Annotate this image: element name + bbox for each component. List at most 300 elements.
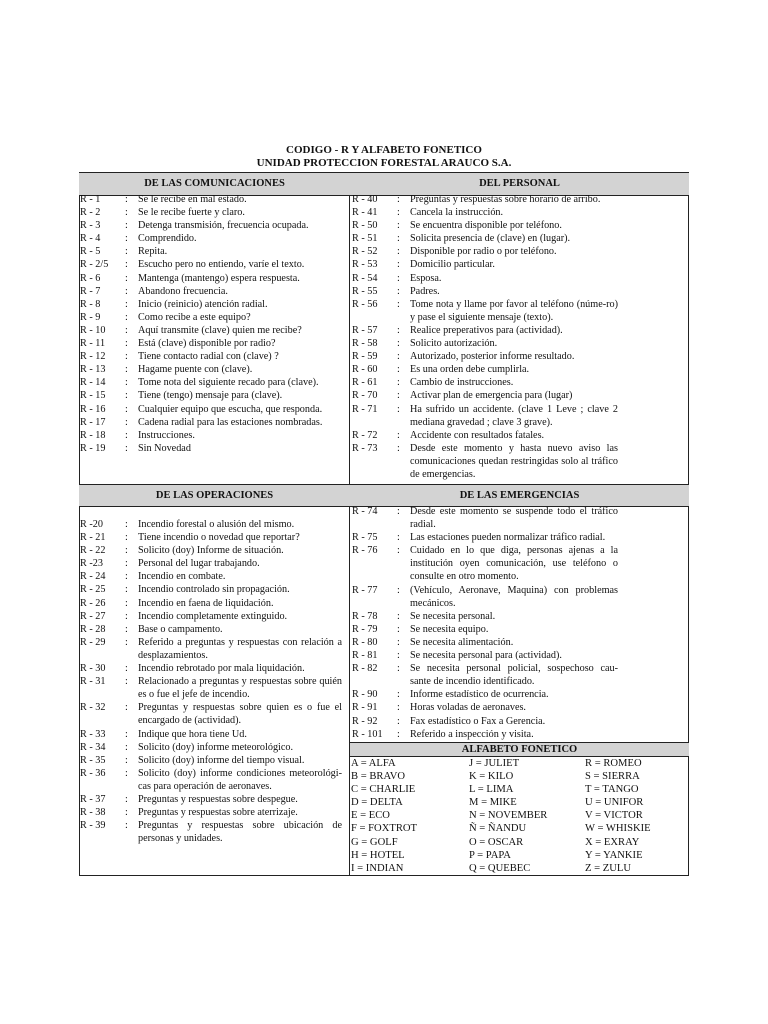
- code-meaning: Domicilio particular.: [410, 259, 495, 271]
- column-divider: [349, 172, 350, 876]
- code-row: [80, 258, 342, 271]
- code-separator: :: [125, 741, 128, 753]
- code-label: R - 101: [352, 728, 383, 740]
- code-row: [352, 584, 618, 610]
- code-meaning: Padres.: [410, 285, 440, 297]
- code-label: R - 52: [352, 246, 378, 258]
- code-meaning: Inicio (reinicio) atención radial.: [138, 298, 268, 310]
- code-separator: :: [125, 623, 128, 635]
- code-meaning: Base o campamento.: [138, 623, 223, 635]
- code-row: [352, 324, 618, 337]
- code-separator: :: [125, 207, 128, 219]
- code-label: R - 30: [80, 663, 106, 675]
- code-label: R - 37: [80, 793, 106, 805]
- code-row: [80, 806, 342, 819]
- code-row: [352, 272, 618, 285]
- phonetic-alphabet-grid: [351, 757, 688, 875]
- code-separator: :: [125, 571, 128, 583]
- code-separator: :: [125, 663, 128, 675]
- code-row: [352, 649, 618, 662]
- code-meaning: Solicita presencia de (clave) en (lugar).: [410, 233, 571, 245]
- code-label: R - 35: [80, 754, 106, 766]
- code-label: R - 15: [80, 390, 106, 402]
- code-separator: :: [397, 506, 400, 517]
- code-row: [80, 623, 342, 636]
- code-label: R - 74: [352, 506, 378, 517]
- code-separator: :: [397, 610, 400, 622]
- code-separator: :: [397, 272, 400, 284]
- code-label: R - 53: [352, 259, 378, 271]
- code-label: R - 90: [352, 689, 378, 701]
- code-meaning: Incendio rebrotado por mala liquidación.: [138, 663, 305, 675]
- code-row: [80, 701, 342, 727]
- code-label: R - 26: [80, 597, 106, 609]
- code-separator: :: [397, 377, 400, 389]
- code-row: [80, 376, 342, 389]
- code-label: R - 2/5: [80, 259, 109, 271]
- code-label: R - 19: [80, 442, 106, 454]
- code-row: [80, 557, 342, 570]
- code-row: [80, 442, 342, 455]
- code-row: [80, 403, 342, 416]
- code-row: [80, 193, 342, 206]
- phonetic-letter: O = OSCAR: [469, 836, 524, 848]
- code-meaning: Referido a inspección y visita.: [410, 728, 534, 740]
- phonetic-letter: R = ROMEO: [585, 758, 642, 769]
- code-row: [352, 350, 618, 363]
- code-meaning: Detenga transmisión, frecuencia ocupada.: [138, 220, 309, 232]
- code-separator: :: [125, 442, 128, 454]
- header-alfabeto: ALFABETO FONETICO: [350, 742, 689, 757]
- code-separator: :: [125, 519, 128, 530]
- code-meaning: Incendio controlado sin propagación.: [138, 584, 290, 596]
- code-separator: :: [125, 233, 128, 245]
- code-row: [352, 258, 618, 271]
- code-label: R - 72: [352, 429, 378, 441]
- code-separator: :: [125, 338, 128, 350]
- code-separator: :: [397, 545, 400, 557]
- code-label: R - 22: [80, 545, 106, 557]
- code-row: [80, 610, 342, 623]
- code-meaning: Escucho pero no entiendo, varíe el texto.: [138, 259, 305, 271]
- phonetic-letter: M = MIKE: [469, 797, 517, 809]
- code-meaning: Solicito (doy) Informe de situación.: [138, 545, 284, 557]
- code-separator: :: [397, 728, 400, 740]
- code-row: [352, 363, 618, 376]
- phonetic-letter: G = GOLF: [351, 836, 398, 848]
- code-row: [80, 416, 342, 429]
- phonetic-letter: T = TANGO: [585, 784, 639, 796]
- phonetic-letter: V = VICTOR: [585, 810, 643, 822]
- code-meaning: Fax estadístico o Fax a Gerencia.: [410, 715, 546, 727]
- code-meaning: Se necesita personal policial, sospechoso cau-sante de incendio identificado.: [410, 663, 618, 688]
- phonetic-letter: X = EXRAY: [585, 836, 640, 848]
- code-row: [352, 544, 618, 583]
- code-meaning: Solicito (doy) informe condiciones meteorológi-cas para operación de aeronaves.: [138, 767, 342, 792]
- code-separator: :: [397, 442, 400, 454]
- phonetic-letter: B = BRAVO: [351, 771, 406, 783]
- code-separator: :: [397, 702, 400, 714]
- code-meaning: Incendio en combate.: [138, 571, 226, 583]
- code-separator: :: [125, 545, 128, 557]
- code-separator: :: [125, 390, 128, 402]
- code-separator: :: [397, 715, 400, 727]
- code-label: R - 51: [352, 233, 378, 245]
- phonetic-letter: J = JULIET: [469, 758, 520, 769]
- code-separator: :: [397, 663, 400, 675]
- code-label: R - 1: [80, 194, 101, 205]
- code-label: R - 29: [80, 636, 106, 648]
- code-label: R - 79: [352, 623, 378, 635]
- code-meaning: Autorizado, posterior informe resultado.: [410, 351, 575, 363]
- code-row: [80, 741, 342, 754]
- phonetic-letter: Ñ = ÑANDU: [469, 823, 527, 835]
- code-label: R - 13: [80, 364, 106, 376]
- code-row: [352, 610, 618, 623]
- code-row: [80, 636, 342, 662]
- code-meaning: Cuidado en lo que diga, personas ajenas a la institución oyen comunicación, use teléfono o consulte en otro momento.: [410, 545, 618, 583]
- code-separator: :: [125, 754, 128, 766]
- code-label: R - 41: [352, 207, 378, 219]
- code-meaning: Personal del lugar trabajando.: [138, 558, 260, 570]
- code-separator: :: [125, 259, 128, 271]
- code-meaning: Realice preperativos para (actividad).: [410, 324, 563, 336]
- code-label: R - 4: [80, 233, 101, 245]
- code-row: [352, 531, 618, 544]
- code-separator: :: [125, 324, 128, 336]
- code-row: [352, 193, 618, 206]
- code-separator: :: [125, 676, 128, 688]
- code-label: R - 58: [352, 338, 378, 350]
- code-meaning: Informe estadístico de ocurrencia.: [410, 689, 549, 701]
- code-row: [80, 324, 342, 337]
- code-meaning: Está (clave) disponible por radio?: [138, 338, 276, 350]
- code-separator: :: [125, 793, 128, 805]
- code-row: [80, 429, 342, 442]
- code-separator: :: [397, 623, 400, 635]
- code-label: R - 59: [352, 351, 378, 363]
- code-label: R - 21: [80, 532, 106, 544]
- code-row: [80, 311, 342, 324]
- code-meaning: Repita.: [138, 246, 168, 258]
- code-label: R - 50: [352, 220, 378, 232]
- code-row: [80, 219, 342, 232]
- code-label: R - 92: [352, 715, 378, 727]
- code-label: R - 60: [352, 364, 378, 376]
- code-meaning: Tome nota y llame por favor al teléfono (núme-ro) y pase el siguiente mensaje (texto).: [410, 298, 618, 323]
- code-separator: :: [125, 272, 128, 284]
- code-row: [352, 442, 618, 481]
- header-personal: DEL PERSONAL: [350, 172, 689, 196]
- code-meaning: Tiene contacto radial con (clave) ?: [138, 351, 279, 363]
- code-row: [352, 636, 618, 649]
- code-separator: :: [397, 246, 400, 258]
- code-meaning: Desde este momento se suspende todo el tráfico radial.: [410, 506, 618, 531]
- code-label: R - 33: [80, 728, 106, 740]
- code-separator: :: [125, 298, 128, 310]
- phonetic-letter: P = PAPA: [469, 849, 511, 861]
- code-meaning: Abandono frecuencia.: [138, 285, 228, 297]
- code-meaning: Esposa.: [410, 272, 442, 284]
- code-separator: :: [125, 416, 128, 428]
- code-separator: :: [397, 220, 400, 232]
- header-emergencias: DE LAS EMERGENCIAS: [350, 484, 689, 507]
- code-label: R - 14: [80, 377, 106, 389]
- code-row: [352, 389, 618, 402]
- code-separator: :: [397, 689, 400, 701]
- code-meaning: Hagame puente con (clave).: [138, 364, 253, 376]
- code-separator: :: [125, 377, 128, 389]
- code-label: R - 24: [80, 571, 106, 583]
- code-row: [80, 518, 342, 531]
- code-row: [80, 389, 342, 402]
- code-separator: :: [125, 702, 128, 714]
- code-meaning: Mantenga (mantengo) espera respuesta.: [138, 272, 300, 284]
- code-row: [352, 429, 618, 442]
- code-meaning: Disponible por radio o por teléfono.: [410, 246, 557, 258]
- code-row: [80, 793, 342, 806]
- code-meaning: Incendio en faena de liquidación.: [138, 597, 274, 609]
- code-meaning: Sin Novedad: [138, 442, 191, 454]
- code-row: [352, 219, 618, 232]
- phonetic-letter: N = NOVEMBER: [469, 810, 548, 822]
- code-meaning: Horas voladas de aeronaves.: [410, 702, 526, 714]
- phonetic-letter: E = ECO: [351, 810, 390, 822]
- code-separator: :: [397, 259, 400, 271]
- code-row: [352, 232, 618, 245]
- code-meaning: Solicito (doy) informe del tiempo visual.: [138, 754, 305, 766]
- code-separator: :: [125, 597, 128, 609]
- phonetic-letter: C = CHARLIE: [351, 784, 416, 796]
- code-label: R - 75: [352, 532, 378, 544]
- code-row: [352, 623, 618, 636]
- code-meaning: Preguntas y respuestas sobre ubicación de personas y unidades.: [138, 820, 342, 845]
- code-row: [80, 337, 342, 350]
- code-separator: :: [125, 429, 128, 441]
- code-meaning: Preguntas y respuestas sobre despegue.: [138, 793, 298, 805]
- code-row: [352, 245, 618, 258]
- code-label: R - 39: [80, 820, 106, 832]
- code-row: [80, 531, 342, 544]
- code-separator: :: [397, 650, 400, 662]
- code-label: R - 8: [80, 298, 101, 310]
- code-row: [80, 675, 342, 701]
- code-row: [80, 570, 342, 583]
- code-row: [80, 597, 342, 610]
- code-separator: :: [125, 285, 128, 297]
- code-row: [80, 583, 342, 596]
- code-label: R - 56: [352, 298, 378, 310]
- code-separator: :: [125, 807, 128, 819]
- code-label: R - 32: [80, 702, 106, 714]
- code-label: R - 54: [352, 272, 378, 284]
- code-meaning: Incendio forestal o alusión del mismo.: [138, 519, 295, 530]
- code-label: R - 57: [352, 324, 378, 336]
- code-meaning: Se le recibe en mal estado.: [138, 194, 247, 205]
- code-meaning: Tiene incendio o novedad que reportar?: [138, 532, 300, 544]
- code-row: [352, 715, 618, 728]
- code-label: R - 91: [352, 702, 378, 714]
- phonetic-letter: K = KILO: [469, 771, 514, 783]
- code-row: [352, 206, 618, 219]
- code-row: [80, 298, 342, 311]
- code-label: R - 73: [352, 442, 378, 454]
- code-separator: :: [125, 532, 128, 544]
- code-meaning: Cancela la instrucción.: [410, 207, 504, 219]
- code-label: R - 11: [80, 338, 106, 350]
- code-separator: :: [125, 220, 128, 232]
- code-separator: :: [125, 403, 128, 415]
- code-separator: :: [397, 429, 400, 441]
- phonetic-letter: Z = ZULU: [585, 862, 631, 874]
- code-label: R - 78: [352, 610, 378, 622]
- code-label: R - 70: [352, 390, 378, 402]
- code-separator: :: [125, 636, 128, 648]
- code-meaning: Tome nota del siguiente recado para (clave).: [138, 377, 319, 389]
- code-label: R - 55: [352, 285, 378, 297]
- code-label: R - 16: [80, 403, 106, 415]
- code-meaning: Preguntas y respuestas sobre horario de arribo.: [410, 194, 601, 205]
- code-separator: :: [125, 311, 128, 323]
- code-meaning: Tiene (tengo) mensaje para (clave).: [138, 390, 283, 402]
- code-row: [80, 767, 342, 793]
- code-separator: :: [125, 194, 128, 205]
- code-meaning: Ha sufrido un accidente. (clave 1 Leve ; clave 2 mediana gravedad ; clave 3 grave).: [410, 403, 618, 428]
- document-title: CODIGO - R Y ALFABETO FONETICO: [286, 144, 482, 156]
- code-row: [80, 285, 342, 298]
- code-row: [352, 728, 618, 741]
- code-meaning: Solicito (doy) informe meteorológico.: [138, 741, 294, 753]
- code-row: [352, 298, 618, 324]
- code-meaning: Se necesita personal para (actividad).: [410, 650, 562, 662]
- code-meaning: Se necesita alimentación.: [410, 636, 514, 648]
- code-separator: :: [397, 584, 400, 596]
- code-row: [352, 688, 618, 701]
- phonetic-letter: I = INDIAN: [351, 862, 404, 874]
- code-meaning: Desde este momento y hasta nuevo aviso las comunicaciones quedan restringidas solo al tráfico de emergencias.: [410, 442, 618, 480]
- code-row: [352, 285, 618, 298]
- phonetic-letter: U = UNIFOR: [585, 797, 644, 809]
- code-meaning: Relacionado a preguntas y respuestas sobre quién es o fue el jefe de incendio.: [138, 676, 342, 701]
- code-row: [80, 206, 342, 219]
- comunicaciones-list: [80, 193, 342, 455]
- code-row: [80, 245, 342, 258]
- code-separator: :: [125, 246, 128, 258]
- code-meaning: Referido a preguntas y respuestas con relación a desplazamientos.: [138, 636, 342, 661]
- code-meaning: Cualquier equipo que escucha, que responda.: [138, 403, 323, 415]
- code-row: [80, 350, 342, 363]
- code-separator: :: [125, 767, 128, 779]
- code-separator: :: [397, 364, 400, 376]
- code-meaning: Es una orden debe cumplirla.: [410, 364, 530, 376]
- code-label: R - 5: [80, 246, 101, 258]
- code-separator: :: [125, 610, 128, 622]
- document-subtitle: UNIDAD PROTECCION FORESTAL ARAUCO S.A.: [256, 157, 512, 169]
- code-row: [352, 505, 618, 531]
- code-meaning: Instrucciones.: [138, 429, 195, 441]
- code-separator: :: [397, 233, 400, 245]
- phonetic-letter: S = SIERRA: [585, 771, 640, 783]
- code-label: R - 9: [80, 311, 101, 323]
- phonetic-letter: D = DELTA: [351, 797, 403, 809]
- code-meaning: Preguntas y respuestas sobre aterrizaje.: [138, 807, 298, 819]
- code-row: [80, 232, 342, 245]
- phonetic-letter: F = FOXTROT: [351, 823, 418, 835]
- code-separator: :: [397, 403, 400, 415]
- code-label: R - 18: [80, 429, 106, 441]
- code-label: R - 61: [352, 377, 378, 389]
- code-separator: :: [125, 584, 128, 596]
- code-label: R - 7: [80, 285, 101, 297]
- code-meaning: Indique que hora tiene Ud.: [138, 728, 247, 740]
- code-meaning: Las estaciones pueden normalizar tráfico radial.: [410, 532, 606, 544]
- code-label: R - 12: [80, 351, 106, 363]
- code-separator: :: [397, 338, 400, 350]
- code-label: R - 76: [352, 545, 378, 557]
- code-meaning: Aquí transmite (clave) quien me recibe?: [138, 324, 302, 336]
- code-separator: :: [397, 636, 400, 648]
- code-separator: :: [125, 820, 128, 832]
- code-row: [80, 728, 342, 741]
- emergencias-list: [352, 505, 618, 741]
- code-label: R - 3: [80, 220, 101, 232]
- code-meaning: Cambio de instrucciones.: [410, 377, 514, 389]
- code-label: R - 77: [352, 584, 378, 596]
- code-label: R - 31: [80, 676, 106, 688]
- code-label: R -23: [80, 558, 103, 570]
- phonetic-letter: A = ALFA: [351, 758, 396, 769]
- code-row: [80, 819, 342, 845]
- code-label: R - 81: [352, 650, 378, 662]
- code-label: R - 6: [80, 272, 101, 284]
- phonetic-letter: Y = YANKIE: [585, 849, 643, 861]
- code-meaning: Activar plan de emergencia para (lugar): [410, 390, 573, 402]
- phonetic-letter: Q = QUEBEC: [469, 862, 531, 874]
- code-meaning: Se encuentra disponible por teléfono.: [410, 220, 562, 232]
- header-comunicaciones: DE LAS COMUNICACIONES: [79, 172, 350, 196]
- code-label: R - 10: [80, 324, 106, 336]
- personal-list: [352, 193, 618, 481]
- code-meaning: Se necesita equipo.: [410, 623, 489, 635]
- code-meaning: Incendio completamente extinguido.: [138, 610, 288, 622]
- code-meaning: Preguntas y respuestas sobre quien es o fue el encargado de (actividad).: [138, 702, 342, 727]
- header-operaciones: DE LAS OPERACIONES: [79, 484, 350, 507]
- code-separator: :: [397, 351, 400, 363]
- code-label: R - 82: [352, 663, 378, 675]
- code-separator: :: [125, 728, 128, 740]
- code-label: R - 38: [80, 807, 106, 819]
- code-meaning: Comprendido.: [138, 233, 197, 245]
- phonetic-letter: W = WHISKIE: [585, 823, 651, 835]
- phonetic-letter: L = LIMA: [469, 784, 514, 796]
- code-row: [80, 544, 342, 557]
- code-label: R - 27: [80, 610, 106, 622]
- code-label: R - 25: [80, 584, 106, 596]
- code-label: R - 2: [80, 207, 101, 219]
- code-label: R - 40: [352, 194, 378, 205]
- code-meaning: Como recibe a este equipo?: [138, 311, 251, 323]
- code-label: R -20: [80, 519, 103, 530]
- code-separator: :: [397, 207, 400, 219]
- code-label: R - 17: [80, 416, 106, 428]
- code-separator: :: [125, 558, 128, 570]
- code-label: R - 80: [352, 636, 378, 648]
- phonetic-letter: H = HOTEL: [351, 849, 405, 861]
- code-label: R - 28: [80, 623, 106, 635]
- code-meaning: Solicito autorización.: [410, 338, 498, 350]
- code-separator: :: [397, 285, 400, 297]
- code-meaning: Se necesita personal.: [410, 610, 496, 622]
